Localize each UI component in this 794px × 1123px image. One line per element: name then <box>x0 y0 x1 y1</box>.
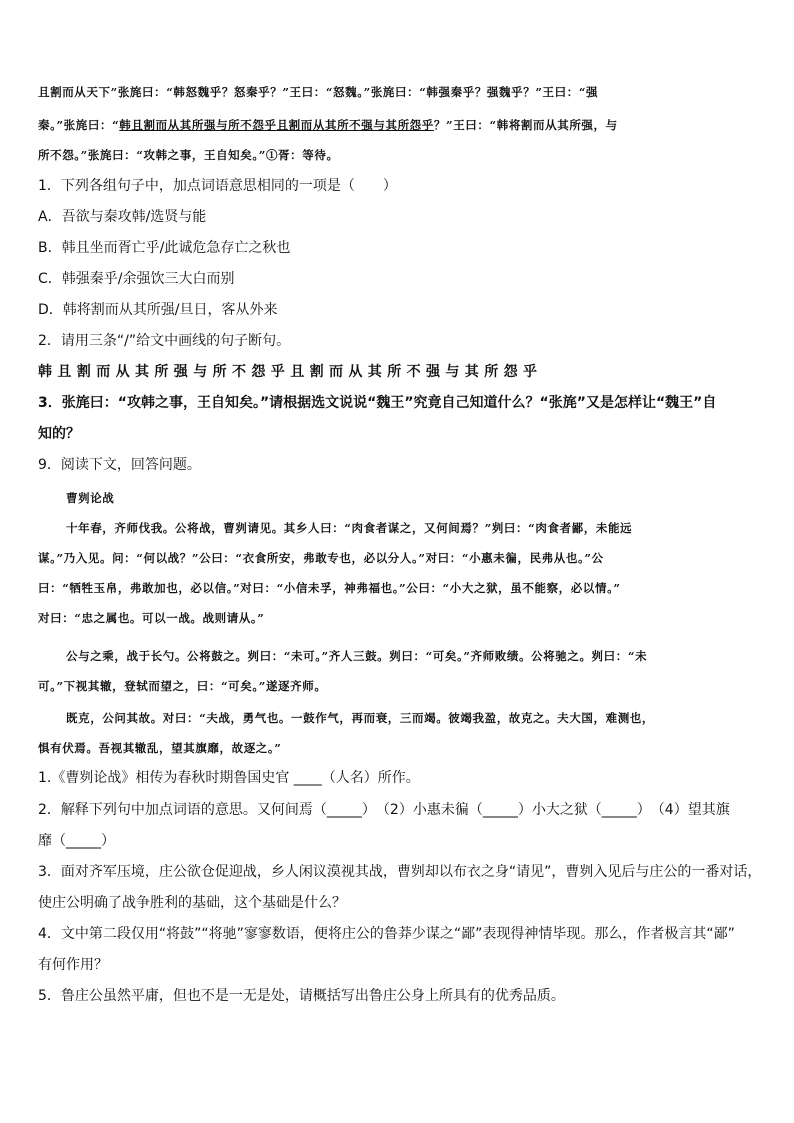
passage-line: 对曰：“忠之属也。可以一战。战则请从。” <box>38 611 265 625</box>
question-4-cont: 有何作用？ <box>38 957 108 973</box>
passage-line: 谋。”乃入见。问：“何以战？”公曰：“衣食所安，弗敢专也，必以分人。”对曰：“小惠未徧，民弗从也。”公 <box>38 551 604 565</box>
question-2: 2．解释下列句中加点词语的意思。又何间焉（_____） （2）小惠未徧（_____）小大之狱（_____） （4）望其旗 <box>38 802 730 818</box>
question-5: 5．鲁庄公虽然平庸，但也不是一无是处，请概括写出鲁庄公身上所具有的优秀品质。 <box>38 988 565 1004</box>
option-b: B．韩且坐而胥亡乎/此诚危急存亡之秋也 <box>38 240 291 256</box>
option-a: A．吾欲与秦攻韩/选贤与能 <box>38 209 207 225</box>
question-3-cont: 使庄公明确了战争胜利的基础，这个基础是什么？ <box>38 895 346 911</box>
passage-text: ？”王曰：“韩将割而从其所强，与 <box>433 118 618 132</box>
passage-line <box>38 115 758 135</box>
section-9-header: 9．阅读下文，回答问题。 <box>38 457 201 473</box>
passage-title: 曹刿论战 <box>66 491 115 505</box>
passage-text: 秦。”张旄曰：“ <box>38 118 120 132</box>
question-1: 1．下列各组句子中，加点词语意思相同的一项是（ ） <box>38 178 397 194</box>
option-d: D．韩将割而从其所强/旦日，客从外来 <box>38 302 278 318</box>
underlined-sentence: 韩且割而从其所强与所不怨乎且割而从其所不强与其所怨乎 <box>119 118 434 132</box>
passage-line: 且割而从天下”张旄曰：“韩怒魏乎？怒秦乎？”王曰：“怒魏。”张旄曰：“韩强秦乎？强魏乎？”王曰：“强 <box>38 85 599 99</box>
passage-line: 曰：“牺牲玉帛，弗敢加也，必以信。”对曰：“小信未孚，神弗福也。”公曰：“小大之狱，虽不能察，必以情。” <box>38 581 621 595</box>
question-2-cont: 靡（_____） <box>38 833 115 849</box>
passage-line: 可。”下视其辙，登轼而望之，曰：“可矣。”遂逐齐师。 <box>38 679 327 693</box>
question-1: 1.《曹刿论战》相传为春秋时期鲁国史官 ____（人名）所作。 <box>38 770 420 786</box>
question-3-line1: 3．张旄曰：“攻韩之事，王自知矣。”请根据选文说说“魏王”究竟自己知道什么？“张旄”又是怎样让“魏王”自 <box>38 395 717 411</box>
question-2: 2．请用三条“/”给文中画线的句子断句。 <box>38 333 291 349</box>
passage-line: 既克，公问其故。对曰：“夫战，勇气也。一鼓作气，再而衰，三而竭。彼竭我盈，故克之。夫大国，难测也， <box>66 711 655 725</box>
question-3: 3．面对齐军压境，庄公欲仓促迎战，乡人闲议漠视其战，曹刿却以布衣之身“请见”，曹刿入见后与庄公的一番对话， <box>38 864 762 880</box>
passage-line: 所不怨。”张旄曰：“攻韩之事，王自知矣。”①胥：等待。 <box>38 148 339 162</box>
option-c: C．韩强秦乎/余强饮三大白而别 <box>38 271 235 287</box>
question-4: 4．文中第二段仅用“将鼓”“将驰”寥寥数语，便将庄公的鲁莽少谋之“鄙”表现得神情毕现。那么，作者极言其“鄙” <box>38 926 735 942</box>
passage-line: 惧有伏焉。吾视其辙乱，望其旗靡，故逐之。” <box>38 741 282 755</box>
break-sentence: 韩且割而从其所强与所不怨乎且割而从其所不强与其所怨乎 <box>38 364 543 380</box>
passage-line: 十年春，齐师伐我。公将战，曹刿请见。其乡人曰：“肉食者谋之，又何间焉？”刿曰：“肉食者鄙，未能远 <box>66 521 633 535</box>
passage-line: 公与之乘，战于长勺。公将鼓之。刿曰：“未可。”齐人三鼓。刿曰：“可矣。”齐师败绩。公将驰之。刿曰：“未 <box>66 649 648 663</box>
question-3-line2: 知的？ <box>38 426 80 442</box>
